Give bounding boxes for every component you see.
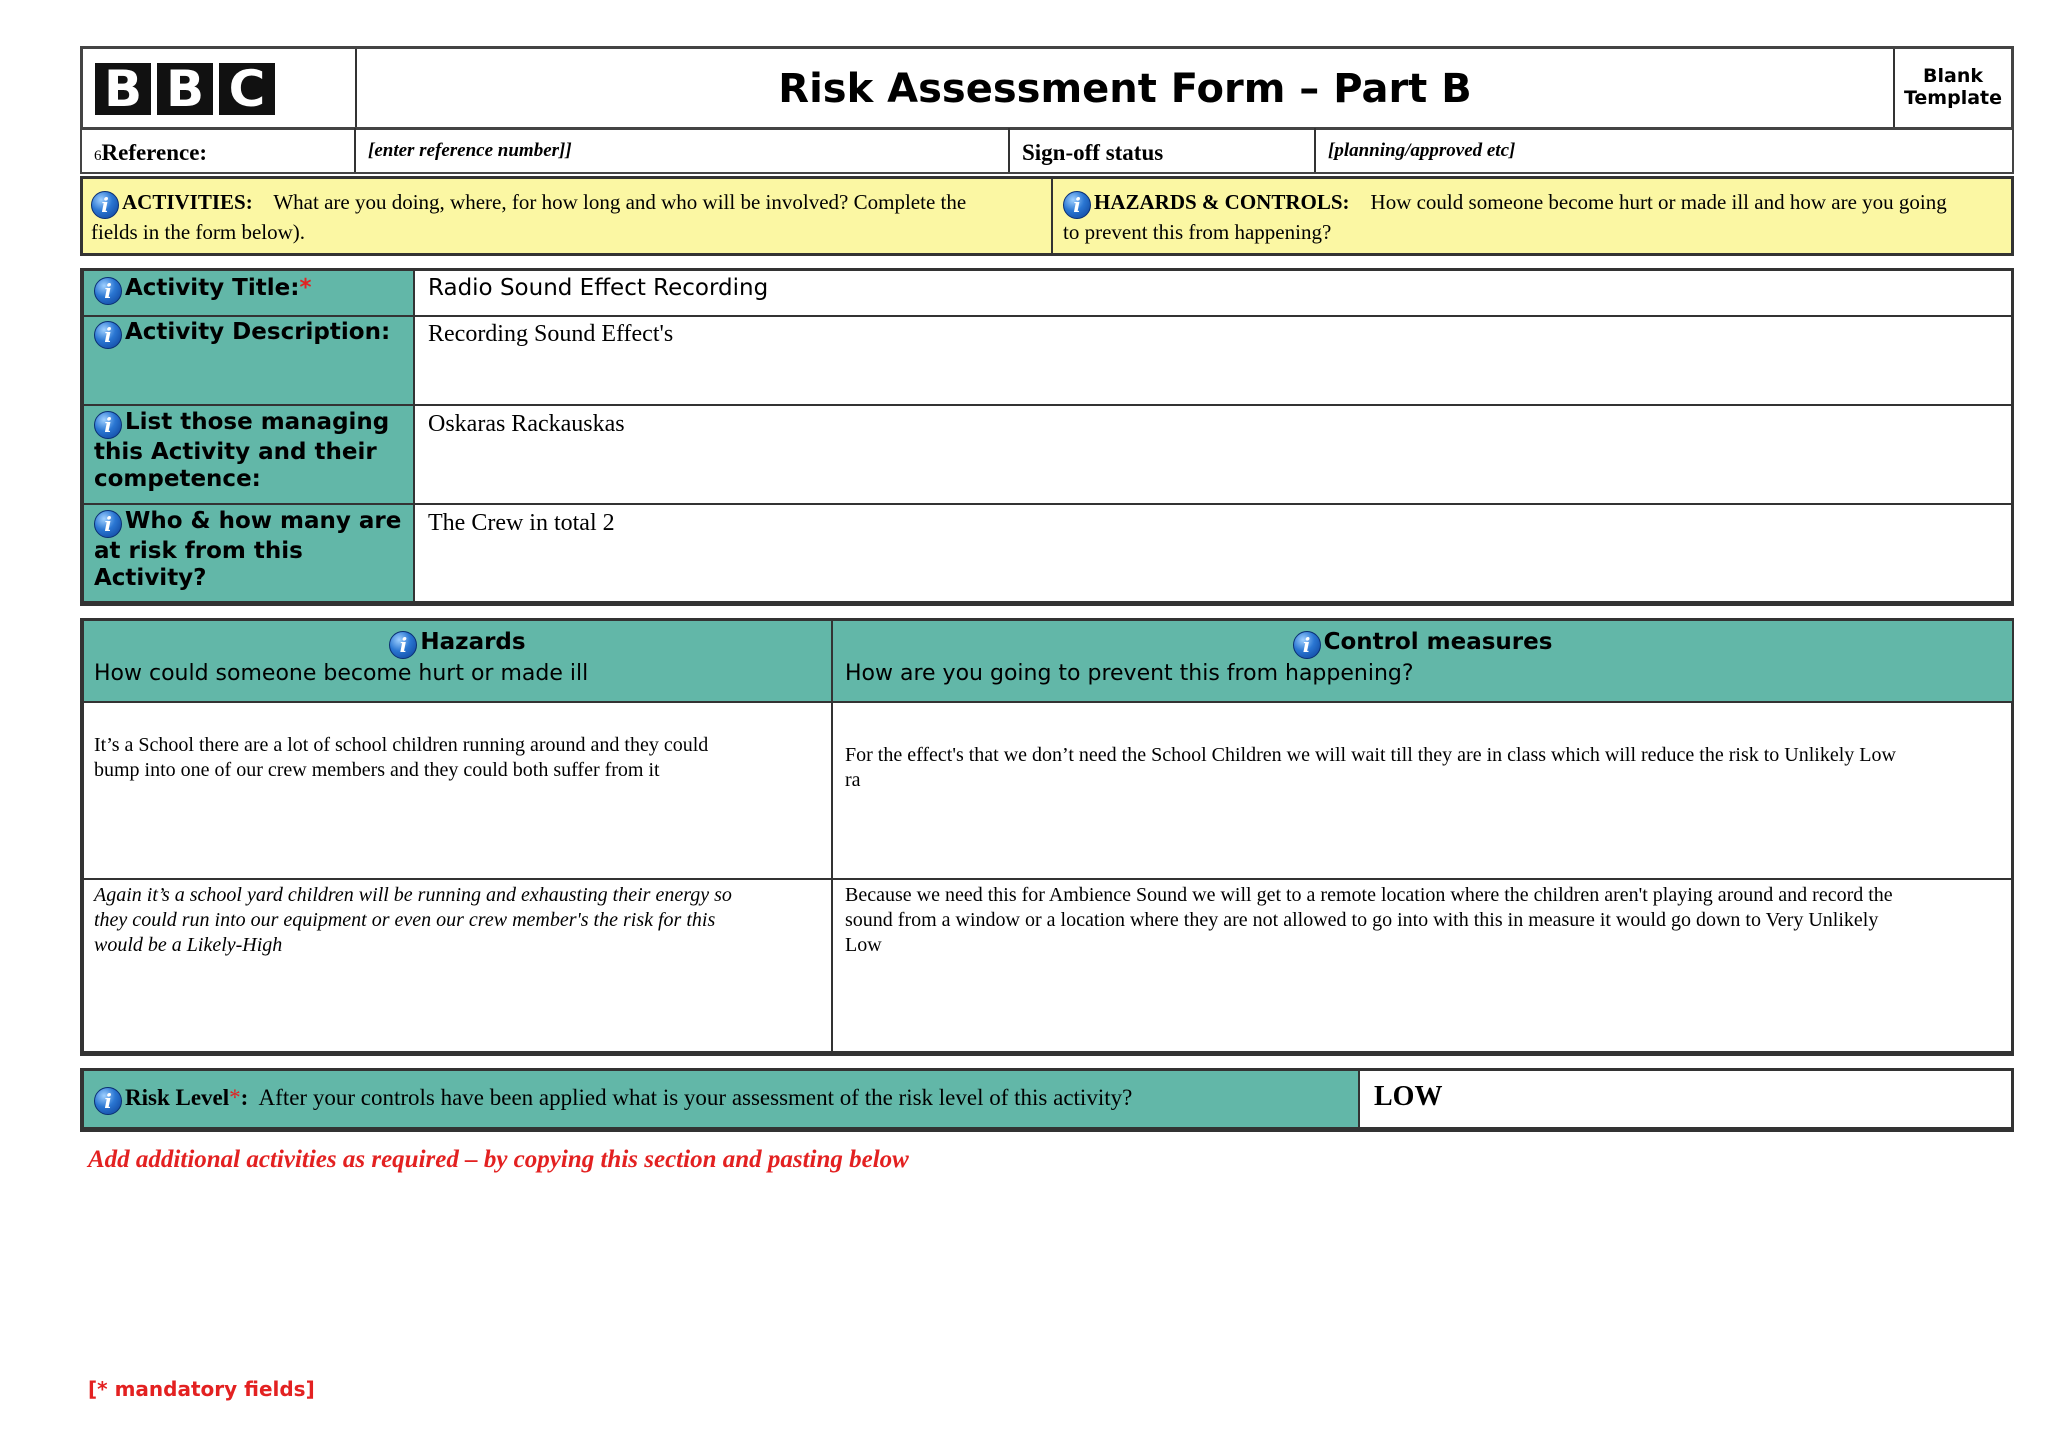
- reference-row: [80, 128, 2014, 174]
- reference-label-text: Reference:: [101, 140, 208, 165]
- signoff-label: Sign-off status: [1022, 140, 1164, 165]
- guidance-bar: [80, 176, 2014, 256]
- control-text-line: ra: [845, 769, 861, 791]
- risk-level-row: [80, 1068, 2014, 1132]
- hazards-heading: Hazards: [420, 629, 526, 655]
- managers-label-line: competence:: [94, 466, 261, 492]
- managers-label-line: this Activity and their: [94, 439, 377, 465]
- risk-level-value[interactable]: LOW: [1374, 1081, 1443, 1112]
- at-risk-label-line: Who & how many are: [125, 508, 402, 534]
- hazards-guidance-label: HAZARDS & CONTROLS:: [1094, 190, 1350, 214]
- activities-guidance-text: What are you doing, where, for how long and who will be involved? Complete the: [273, 190, 967, 214]
- control-text-line: For the effect's that we don’t need the School Children we will wait till they are in class which will reduce the risk to Unlikely Low: [845, 744, 1896, 766]
- at-risk-label-line: at risk from this: [94, 538, 303, 564]
- required-mark: *: [229, 1085, 241, 1110]
- controls-subheading: How are you going to prevent this from happening?: [845, 661, 1414, 686]
- activity-at-risk-label: [94, 508, 401, 592]
- managers-label-line: List those managing: [125, 409, 390, 435]
- activity-managers-field[interactable]: Oskaras Rackauskas: [428, 411, 625, 437]
- activity-at-risk-field[interactable]: The Crew in total 2: [428, 510, 615, 536]
- hazard-text-line: It’s a School there are a lot of school children running around and they could: [94, 734, 709, 756]
- hazard-text-line: Again it’s a school yard children will be running and exhausting their energy so: [94, 884, 732, 906]
- info-icon[interactable]: i: [94, 277, 122, 305]
- activity-description-label: [94, 319, 390, 349]
- risk-level-label: i Risk Level*: After your controls have been applied what is your assessment of the risk level of this activity?: [94, 1085, 1132, 1115]
- activity-managers-label: [94, 409, 389, 493]
- template-badge: Blank Template: [1903, 65, 2003, 109]
- hazards-subheading: How could someone become hurt or made ill: [94, 661, 589, 686]
- controls-column-header: [833, 629, 2012, 686]
- page-title: Risk Assessment Form – Part B: [778, 66, 1472, 112]
- info-icon[interactable]: i: [91, 191, 119, 219]
- risk-level-label-text: Risk Level: [125, 1085, 230, 1110]
- activity-description-label-text: Activity Description:: [125, 319, 391, 345]
- hazards-column-header: [84, 629, 831, 686]
- reference-prefix: 6: [94, 148, 102, 164]
- activities-guidance: [91, 189, 1031, 245]
- reference-input[interactable]: [enter reference number]]: [368, 140, 572, 161]
- info-icon[interactable]: i: [94, 411, 122, 439]
- hazards-guidance: [1063, 189, 2003, 245]
- signoff-input[interactable]: [planning/approved etc]: [1328, 140, 1516, 161]
- hazards-guidance-text: How could someone become hurt or made ill and how are you going: [1370, 190, 1947, 214]
- at-risk-label-line: Activity?: [94, 565, 207, 591]
- required-mark: *: [299, 275, 312, 301]
- activity-title-field[interactable]: Radio Sound Effect Recording: [428, 275, 769, 301]
- info-icon[interactable]: i: [94, 321, 122, 349]
- hazard-text-line: bump into one of our crew members and they could both suffer from it: [94, 759, 660, 781]
- activity-table: [80, 268, 2014, 606]
- hazard-text-line: they could run into our equipment or even our crew member's the risk for this: [94, 909, 716, 931]
- info-icon[interactable]: i: [1293, 631, 1321, 659]
- control-text-line: Low: [845, 934, 882, 956]
- info-icon[interactable]: i: [389, 631, 417, 659]
- reference-label: [94, 140, 207, 166]
- logo-letter: B: [95, 63, 151, 115]
- control-text-line: sound from a window or a location where they are not allowed to go into with this in measure it would go down to Very Unlikely: [845, 909, 1879, 931]
- logo-letter: C: [219, 63, 275, 115]
- control-text-line: Because we need this for Ambience Sound we will get to a remote location where the children aren't playing around and record the: [845, 884, 1893, 906]
- hazard-cell[interactable]: [94, 733, 824, 783]
- risk-level-question: After your controls have been applied what is your assessment of the risk level of this activity?: [258, 1085, 1133, 1110]
- control-cell[interactable]: [845, 883, 2005, 958]
- info-icon[interactable]: i: [94, 510, 122, 538]
- activity-description-field[interactable]: Recording Sound Effect's: [428, 321, 674, 347]
- info-icon[interactable]: i: [94, 1087, 122, 1115]
- control-cell[interactable]: [845, 743, 2005, 793]
- activity-title-label-text: Activity Title:: [125, 275, 300, 301]
- hazards-controls-table: [80, 618, 2014, 1056]
- form-header: [80, 46, 2014, 130]
- hazard-cell[interactable]: [94, 883, 824, 958]
- activity-title-label: [94, 275, 311, 305]
- activities-guidance-text: fields in the form below).: [91, 220, 306, 244]
- controls-heading: Control measures: [1323, 629, 1553, 655]
- hazards-guidance-text: to prevent this from happening?: [1063, 220, 1332, 244]
- info-icon[interactable]: i: [1063, 191, 1091, 219]
- hazard-text-line: would be a Likely-High: [94, 934, 283, 956]
- additional-activities-note: Add additional activities as required – by copying this section and pasting below: [88, 1146, 909, 1173]
- mandatory-fields-note: [* mandatory fields]: [88, 1377, 315, 1401]
- bbc-logo: [95, 60, 281, 118]
- logo-letter: B: [157, 63, 213, 115]
- activities-guidance-label: ACTIVITIES:: [122, 190, 253, 214]
